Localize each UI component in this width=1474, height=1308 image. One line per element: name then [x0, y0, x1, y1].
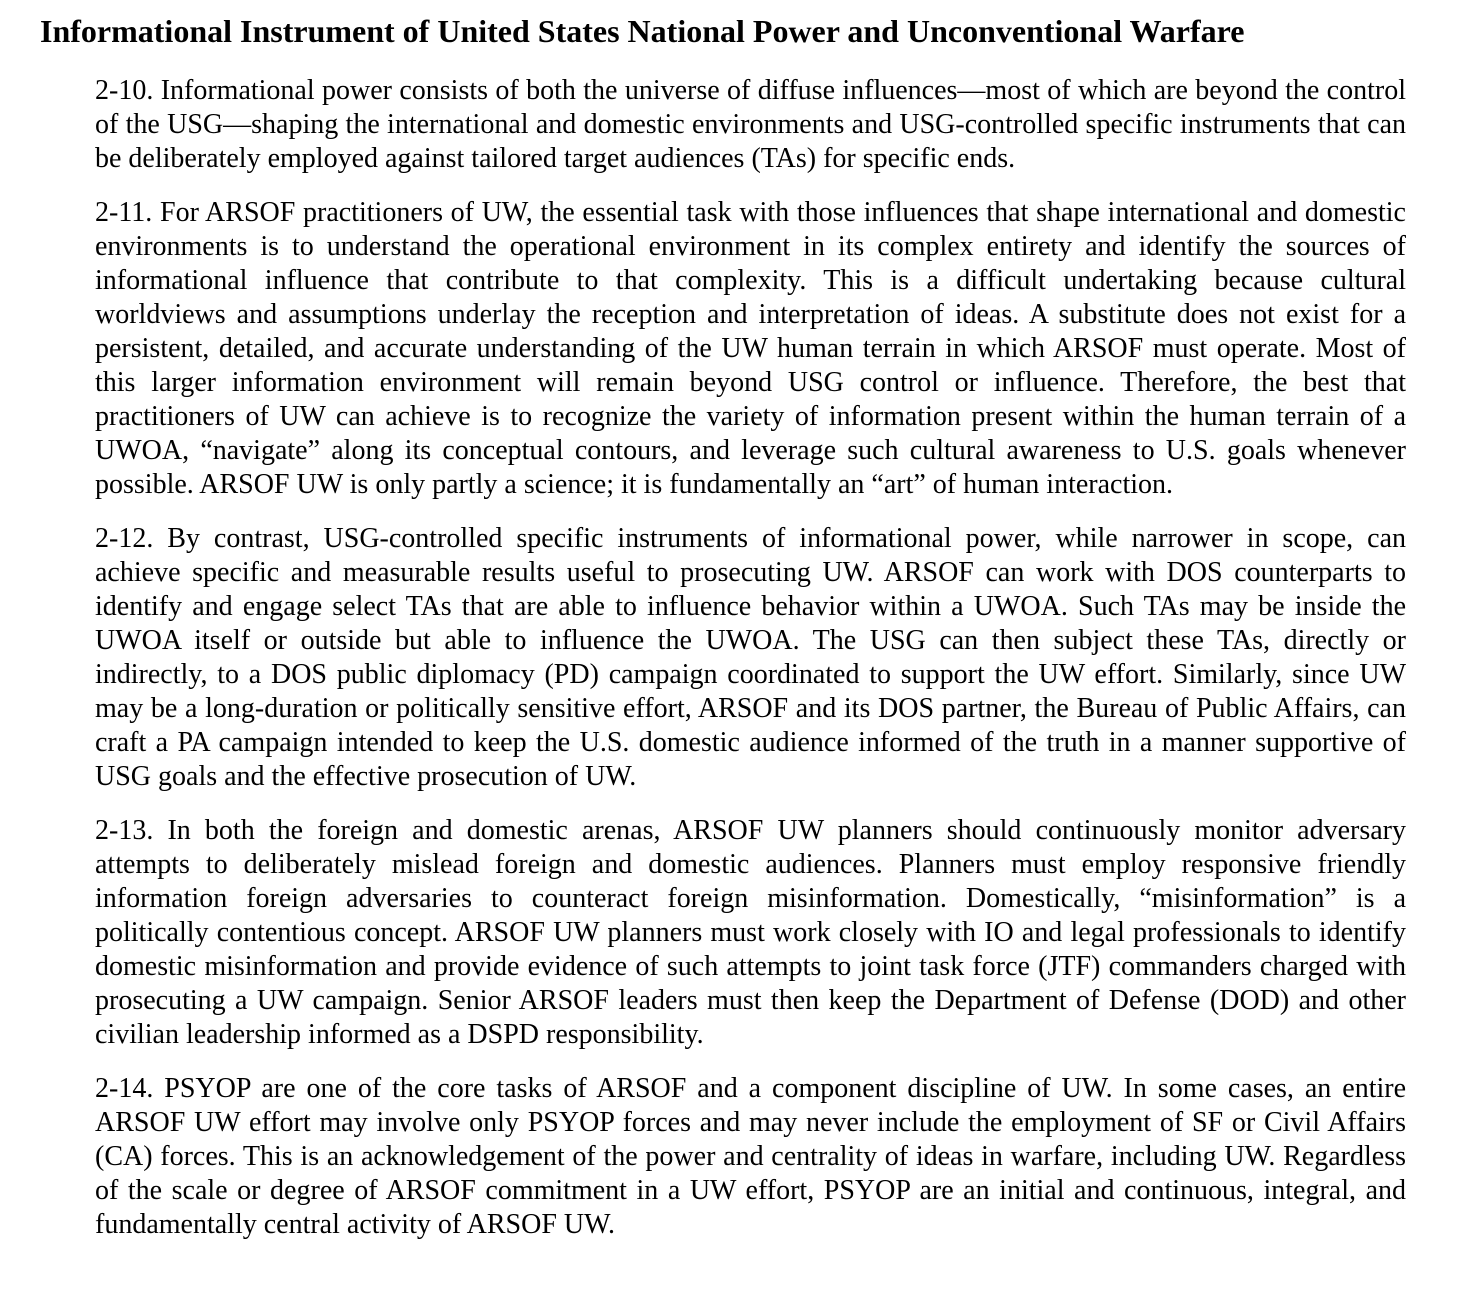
paragraph-2-10: 2-10. Informational power consists of both the universe of diffuse influences—most of which are beyond the control of the USG—shaping the international and domestic environments and USG-controlled specific instruments that can be deliberately employed against tailored target audiences (TAs) for specific ends. — [95, 75, 1406, 175]
paragraph-2-13: 2-13. In both the foreign and domestic arenas, ARSOF UW planners should continuously monitor adversary attempts to deliberately mislead foreign and domestic audiences. Planners must employ responsive friendly information foreign adversaries to counteract foreign misinformation. Domestically, “misinformation” is a politically contentious concept. ARSOF UW planners must work closely with IO and legal professionals to identify domestic misinformation and provide evidence of such attempts to joint task force (JTF) commanders charged with prosecuting a UW campaign. Senior ARSOF leaders must then keep the Department of Defense (DOD) and other civilian leadership informed as a DSPD responsibility. — [95, 815, 1406, 1051]
document-body — [95, 74, 1406, 1242]
paragraph-2-11: 2-11. For ARSOF practitioners of UW, the essential task with those influences that shape international and domestic environments is to understand the operational environment in its complex entirety and identify the sources of informational influence that contribute to that complexity. This is a difficult undertaking because cultural worldviews and assumptions underlay the reception and interpretation of ideas. A substitute does not exist for a persistent, detailed, and accurate understanding of the UW human terrain in which ARSOF must operate. Most of this larger information environment will remain beyond USG control or influence. Therefore, the best that practitioners of UW can achieve is to recognize the variety of information present within the human terrain of a UWOA, “navigate” along its conceptual contours, and leverage such cultural awareness to U.S. goals whenever possible. ARSOF UW is only partly a science; it is fundamentally an “art” of human interaction. — [95, 197, 1406, 501]
paragraph-2-12: 2-12. By contrast, USG-controlled specific instruments of informational power, while narrower in scope, can achieve specific and measurable results useful to prosecuting UW. ARSOF can work with DOS counterparts to identify and engage select TAs that are able to influence behavior within a UWOA. Such TAs may be inside the UWOA itself or outside but able to influence the UWOA. The USG can then subject these TAs, directly or indirectly, to a DOS public diplomacy (PD) campaign coordinated to support the UW effort. Similarly, since UW may be a long-duration or politically sensitive effort, ARSOF and its DOS partner, the Bureau of Public Affairs, can craft a PA campaign intended to keep the U.S. domestic audience informed of the truth in a manner supportive of USG goals and the effective prosecution of UW. — [95, 523, 1406, 793]
document-title: Informational Instrument of United States National Power and Unconventional Warfare — [40, 13, 1245, 49]
paragraph-2-14: 2-14. PSYOP are one of the core tasks of ARSOF and a component discipline of UW. In some cases, an entire ARSOF UW effort may involve only PSYOP forces and may never include the employment of SF or Civil Affairs (CA) forces. This is an acknowledgement of the power and centrality of ideas in warfare, including UW. Regardless of the scale or degree of ARSOF commitment in a UW effort, PSYOP are an initial and continuous, integral, and fundamentally central activity of ARSOF UW. — [95, 1073, 1406, 1241]
